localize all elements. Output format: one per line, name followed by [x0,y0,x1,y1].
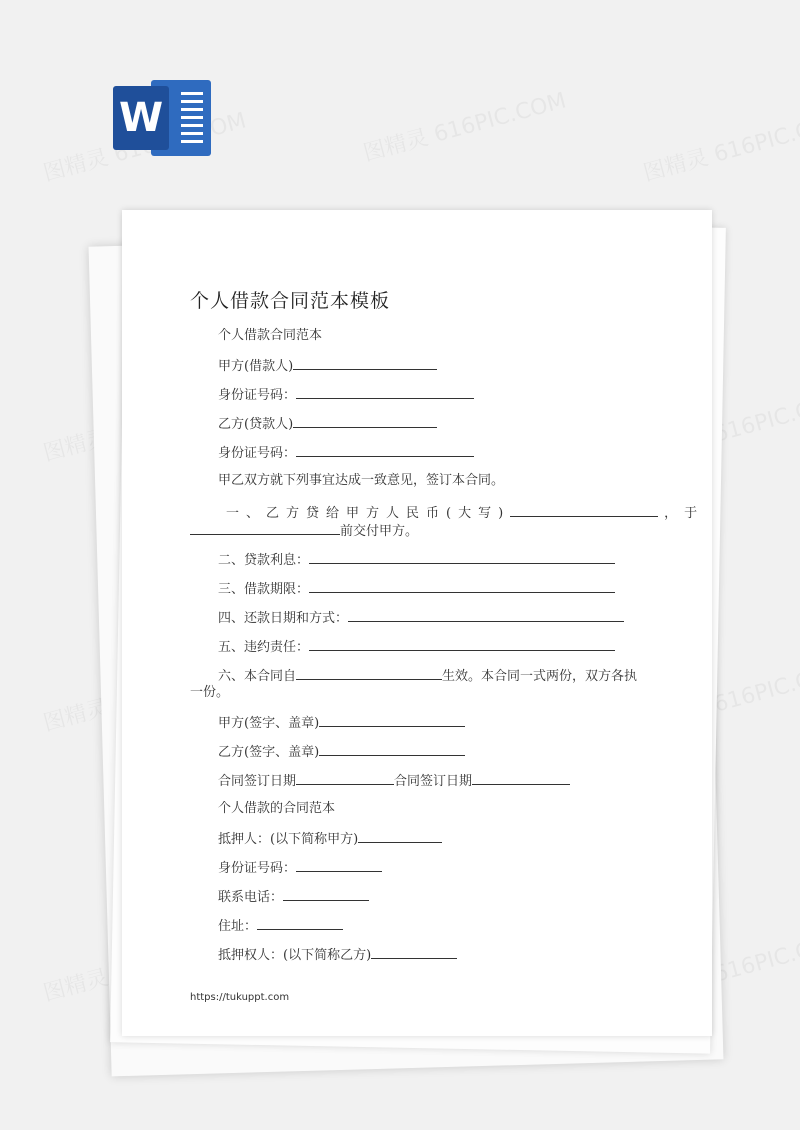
blank-field [257,917,343,930]
id-number-line: 身份证号码： [218,444,474,462]
clause-2-line: 二、贷款利息： [218,551,615,569]
blank-field [309,551,615,564]
blank-field [293,415,437,428]
id-number-line: 身份证号码： [218,386,474,404]
blank-field [358,830,442,843]
mortgagee-line: 抵押权人：(以下简称乙方) [218,946,457,964]
watermark [360,84,570,168]
clause-4-line: 四、还款日期和方式： [218,609,624,627]
document-subtitle: 个人借款合同范本 [218,328,323,343]
blank-field [309,580,615,593]
party-a-line: 甲方(借款人) [218,357,437,375]
blank-field [319,743,465,756]
clause-5-line: 五、违约责任： [218,638,615,656]
phone-line: 联系电话： [218,888,369,906]
mortgagor-line: 抵押人：(以下简称甲方) [218,830,442,848]
blank-field [296,444,474,457]
agreement-statement: 甲乙双方就下列事宜达成一致意见，签订本合同。 [218,473,505,488]
document-page [122,210,712,1036]
blank-field [348,609,624,622]
signature-party-a: 甲方(签字、盖章) [218,714,465,732]
clause-1-continuation: 前交付甲方。 [190,522,418,540]
blank-field [190,522,340,535]
blank-field [319,714,465,727]
blank-field [296,386,474,399]
blank-field [293,357,437,370]
clause-6-line: 六、本合同自 生效。本合同一式两份，双方各执 [218,669,638,684]
clause-6-continuation: 一份。 [190,685,230,700]
signature-party-b: 乙方(签字、盖章) [218,743,465,761]
clause-3-line: 三、借款期限： [218,580,615,598]
blank-field [296,859,382,872]
section-subtitle: 个人借款的合同范本 [218,801,336,816]
blank-field [296,772,394,785]
watermark [640,104,800,188]
blank-field [296,667,442,680]
page-title: 个人借款合同范本模板 [190,290,391,312]
word-letter-badge: W [113,86,169,150]
word-icon [113,80,213,156]
blank-field [371,946,457,959]
clause-1-line: 一、乙方贷给甲方人民币(大写) ，于 [226,506,705,521]
blank-field [309,638,615,651]
footer-url: https://tukuppt.com [190,992,290,1003]
address-line: 住址： [218,917,343,935]
signing-date-line: 合同签订日期 合同签订日期 [218,772,570,790]
party-b-line: 乙方(贷款人) [218,415,437,433]
blank-field [510,504,658,517]
blank-field [472,772,570,785]
blank-field [283,888,369,901]
id-number-line: 身份证号码： [218,859,382,877]
